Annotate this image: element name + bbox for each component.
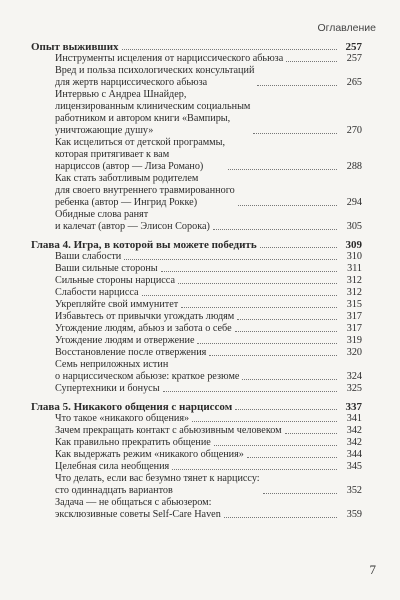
toc-section-entry (31, 89, 362, 137)
dot-leader (286, 61, 337, 62)
toc-entry-page-number: 317 (346, 311, 362, 322)
toc-entry-page-number: 305 (346, 221, 362, 232)
toc-entry-page-number: 319 (346, 335, 362, 346)
toc-section-entry (31, 65, 362, 89)
dot-leader (228, 169, 337, 170)
dot-leader (142, 295, 337, 296)
toc-entry-title: Задача — не общаться с абьюзером: эксклюзивные советы Self-Care Haven (55, 497, 221, 520)
toc-entry-title: Сильные стороны нарцисса (55, 275, 175, 286)
toc-section-entry (31, 413, 362, 425)
toc-section-entry (31, 473, 362, 497)
toc-section-entry (31, 275, 362, 287)
toc-entry-title: Угождение людям, абьюз и забота о себе (55, 323, 232, 334)
toc-section-entry (31, 449, 362, 461)
toc-entry-page-number: 359 (346, 509, 362, 520)
toc-entry-title: Как выдержать режим «никакого общения» (55, 449, 244, 460)
toc-entry-title: Интервью с Андреа Шнайдер, лицензированным клиническим социальным работником и автором книги «Вампиры, уничтожающие душу» (55, 89, 251, 136)
toc-entry-title: Супертехники и бонусы (55, 383, 160, 394)
toc-entry-page-number: 270 (346, 125, 362, 136)
toc-entry-page-number: 320 (346, 347, 362, 358)
dot-leader (172, 469, 337, 470)
toc-entry-title: Как правильно прекратить общение (55, 437, 211, 448)
dot-leader (263, 493, 337, 494)
toc-section-entry (31, 383, 362, 395)
toc-entry-page-number: 312 (346, 287, 362, 298)
dot-leader (209, 355, 337, 356)
toc-section-entry (31, 251, 362, 263)
toc-entry-title: Как стать заботливым родителем для своего внутреннего травмированного ребенка (автор — Ингрид Рокке) (55, 173, 235, 208)
toc-section-entry (31, 359, 362, 383)
toc-entry-page-number: 257 (346, 53, 362, 64)
toc-entry-title: Избавьтесь от привычки угождать людям (55, 311, 235, 322)
dot-leader (181, 307, 337, 308)
toc-section-entry (31, 335, 362, 347)
dot-leader (163, 391, 337, 392)
toc-entry-title: Слабости нарцисса (55, 287, 139, 298)
toc-entry-title: Что такое «никакого общения» (55, 413, 190, 424)
toc-entry-title: Целебная сила необщения (55, 461, 170, 472)
dot-leader (124, 259, 337, 260)
toc-section-entry (31, 299, 362, 311)
dot-leader (235, 331, 337, 332)
dot-leader (197, 343, 337, 344)
toc-chapter-entry (31, 239, 362, 251)
toc-section-entry (31, 137, 362, 173)
toc-entry-title: Зачем прекращать контакт с абьюзивным человеком (55, 425, 282, 436)
dot-leader (238, 205, 337, 206)
toc-entry-page-number: 324 (346, 371, 362, 382)
toc-entry-title: Как исцелиться от детской программы, которая притягивает к вам нарциссов (автор — Лиза Романо) (55, 137, 226, 172)
toc-entry-title: Угождение людям и отвержение (55, 335, 195, 346)
toc-entry-title: Опыт выживших (31, 41, 119, 53)
toc-section-entry (31, 287, 362, 299)
toc-entry-page-number: 344 (346, 449, 362, 460)
dot-leader (192, 421, 337, 422)
dot-leader (285, 433, 337, 434)
toc-entry-title: Укрепляйте свой иммунитет (55, 299, 179, 310)
toc-entry-page-number: 342 (346, 425, 362, 436)
dot-leader (260, 247, 337, 248)
toc-section-entry (31, 425, 362, 437)
toc-entry-page-number: 257 (345, 41, 362, 53)
toc-section-entry (31, 437, 362, 449)
dot-leader (213, 229, 337, 230)
toc-section-entry (31, 497, 362, 521)
toc-section-entry (31, 173, 362, 209)
toc-entry-title: Глава 4. Игра, в которой вы можете победить (31, 239, 257, 251)
page-number: 7 (369, 562, 376, 577)
dot-leader (235, 409, 337, 410)
dot-leader (247, 457, 337, 458)
toc-section-entry (31, 461, 362, 473)
toc-entry-title: Инструменты исцеления от нарциссического абьюза (55, 53, 284, 64)
dot-leader (214, 445, 337, 446)
dot-leader (237, 319, 337, 320)
dot-leader (178, 283, 337, 284)
toc-entry-page-number: 311 (347, 263, 362, 274)
toc-entry-page-number: 337 (345, 401, 362, 413)
toc-entry-page-number: 312 (346, 275, 362, 286)
toc-section-entry (31, 209, 362, 233)
toc-entry-page-number: 315 (346, 299, 362, 310)
toc-section-entry (31, 323, 362, 335)
toc-entry-title: Обидные слова ранят и калечат (автор — Элисон Сорока) (55, 209, 210, 232)
toc-entry-page-number: 309 (345, 239, 362, 251)
dot-leader (257, 85, 337, 86)
toc-entry-page-number: 345 (346, 461, 362, 472)
toc-entry-title: Что делать, если вас безумно тянет к нарциссу: сто одиннадцать вариантов (55, 473, 260, 496)
toc-entry-page-number: 342 (346, 437, 362, 448)
dot-leader (242, 379, 337, 380)
dot-leader (224, 517, 337, 518)
dot-leader (122, 49, 337, 50)
toc-chapter-entry (31, 41, 362, 53)
dot-leader (253, 133, 337, 134)
toc-entry-title: Семь неприложных истин о нарциссическом абьюзе: краткое резюме (55, 359, 240, 382)
toc-entry-page-number: 352 (346, 485, 362, 496)
toc-entry-title: Глава 5. Никакого общения с нарциссом (31, 401, 233, 413)
table-of-contents (31, 41, 362, 521)
running-header: Оглавление (317, 22, 376, 34)
toc-entry-page-number: 310 (346, 251, 362, 262)
toc-entry-page-number: 317 (346, 323, 362, 334)
toc-section-entry (31, 263, 362, 275)
toc-entry-title: Ваши сильные стороны (55, 263, 158, 274)
toc-entry-title: Вред и польза психологических консультаций для жертв нарциссического абьюза (55, 65, 255, 88)
toc-entry-title: Ваши слабости (55, 251, 122, 262)
toc-section-entry (31, 311, 362, 323)
dot-leader (161, 271, 337, 272)
toc-entry-title: Восстановление после отвержения (55, 347, 207, 358)
toc-section-entry (31, 53, 362, 65)
toc-entry-page-number: 265 (346, 77, 362, 88)
toc-chapter-entry (31, 401, 362, 413)
toc-section-entry (31, 347, 362, 359)
toc-entry-page-number: 341 (346, 413, 362, 424)
toc-entry-page-number: 288 (346, 161, 362, 172)
toc-entry-page-number: 294 (346, 197, 362, 208)
toc-entry-page-number: 325 (346, 383, 362, 394)
